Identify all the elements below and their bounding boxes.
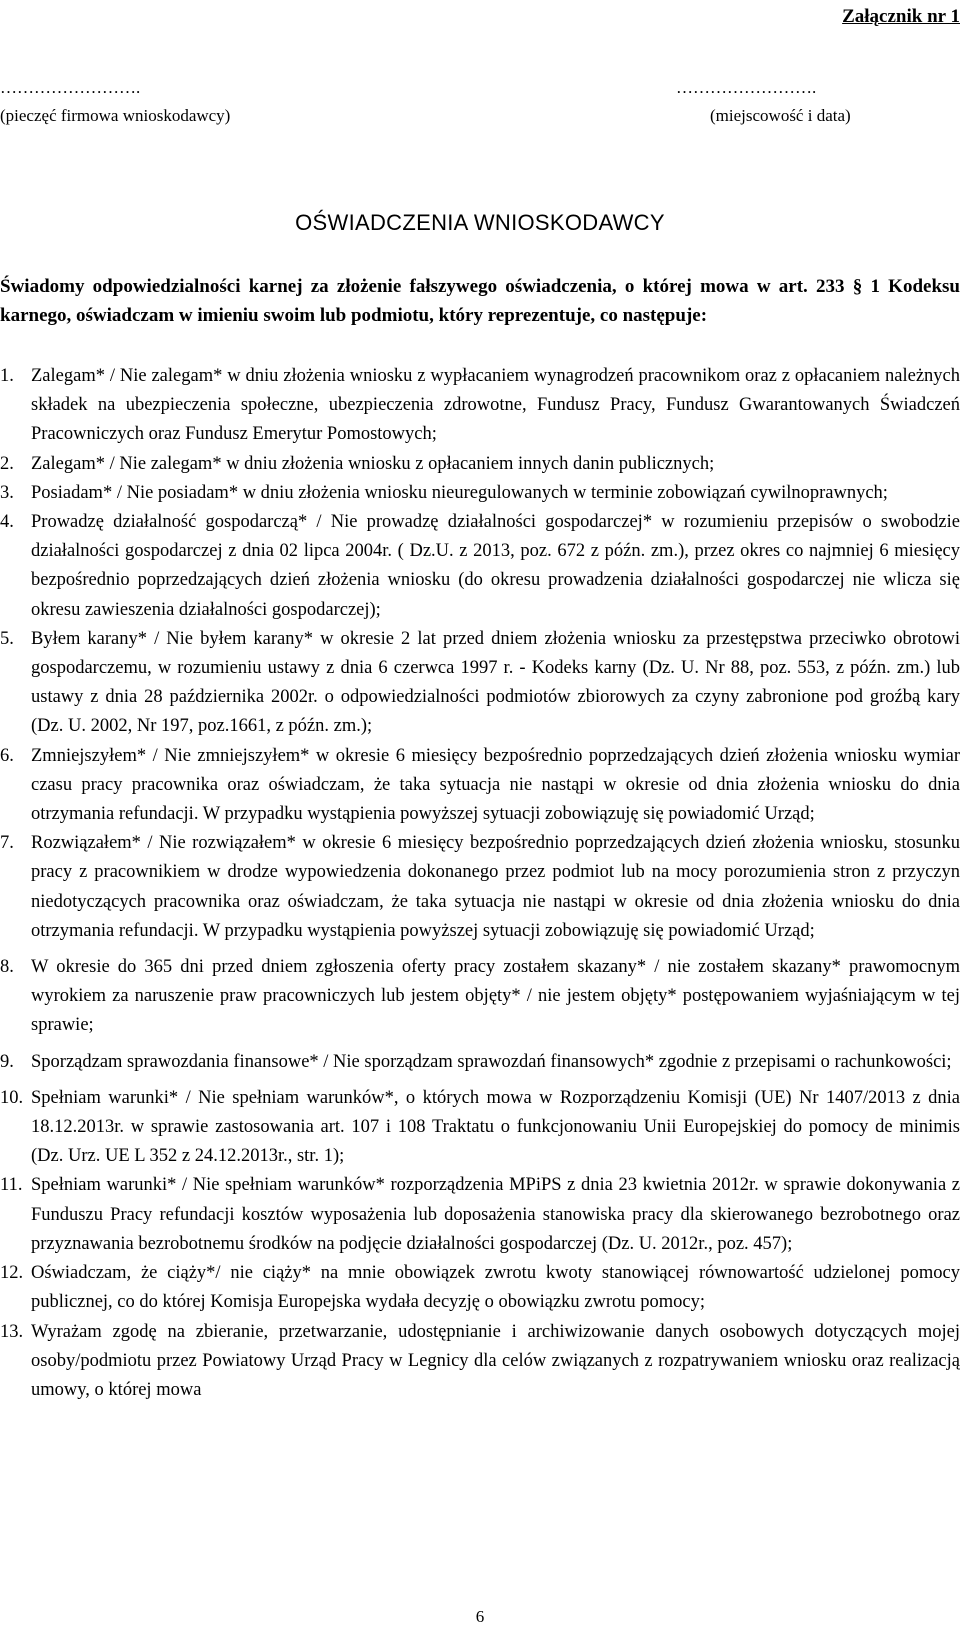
page-number: 6 bbox=[475, 1607, 485, 1626]
declaration-item bbox=[0, 625, 960, 742]
item-text: Rozwiązałem* / Nie rozwiązałem* w okresie 6 miesięcy bezpośrednio poprzedzających dzień złożenia wniosku, stosunku pracy z pracownikiem w drodze wypowiedzenia dokonanego przez podmiot lub na mocy porozumienia stron z przyczyn niedotyczących pracownika oraz oświadczam, że taka sytuacja nie nastąpi w okresie od dnia złożenia wniosku do dnia otrzymania refundacji. W przypadku wystąpienia powyższej sytuacji zobowiązuję się powiadomić Urząd; bbox=[31, 833, 960, 941]
item-text: Zalegam* / Nie zalegam* w dniu złożenia wniosku z opłacaniem innych danin publicznych; bbox=[31, 453, 715, 474]
declaration-item bbox=[0, 1171, 960, 1259]
declaration-item bbox=[0, 1259, 960, 1317]
attachment-label: Załącznik nr 1 bbox=[842, 6, 960, 27]
declaration-item bbox=[0, 1318, 960, 1406]
item-number: 11. bbox=[0, 1175, 23, 1196]
declaration-item bbox=[0, 362, 960, 450]
declaration-item bbox=[0, 508, 960, 625]
intro-paragraph: Świadomy odpowiedzialności karnej za złożenie fałszywego oświadczenia, o której mowa w art. 233 § 1 Kodeksu karnego, oświadczam w imieniu swoim lub podmiotu, który reprezentuje, co następuje: bbox=[0, 276, 960, 326]
item-text: W okresie do 365 dni przed dniem zgłoszenia oferty pracy zostałem skazany* / nie zostałem skazany* prawomocnym wyrokiem za naruszenie praw pracowniczych lub jestem objęty* / nie jestem objęty* postępowaniem wyjaśniającym w tej sprawie; bbox=[31, 957, 960, 1036]
item-number: 6. bbox=[0, 745, 14, 766]
item-text: Oświadczam, że ciąży*/ nie ciąży* na mnie obowiązek zwrotu kwoty stanowiącej równowartość udzielonej pomocy publicznej, co do której Komisja Europejska wydała decyzję o obowiązku zwrotu pomocy; bbox=[31, 1263, 960, 1313]
declaration-item bbox=[0, 953, 960, 1041]
declaration-item bbox=[0, 742, 960, 830]
item-text: Zmniejszyłem* / Nie zmniejszyłem* w okresie 6 miesięcy bezpośrednio poprzedzających dzień złożenia wniosku wymiar czasu pracy pracownika oraz oświadczam, że taka sytuacja nie nastąpi w okresie od dnia złożenia wniosku do dnia otrzymania refundacji. W przypadku wystąpienia powyższej sytuacji zobowiązuję się powiadomić Urząd; bbox=[31, 745, 960, 825]
item-text: Spełniam warunki* / Nie spełniam warunków*, o których mowa w Rozporządzeniu Komisji (UE) Nr 1407/2013 z dnia 18.12.2013r. w sprawie zastosowania art. 107 i 108 Traktatu o funkcjonowaniu Unii Europejskiej do pomocy de minimis (Dz. Urz. UE L 352 z 24.12.2013r., str. 1); bbox=[31, 1087, 960, 1167]
item-number: 12. bbox=[0, 1263, 24, 1284]
item-number: 3. bbox=[0, 482, 14, 503]
place-date-dots: ……………………. bbox=[676, 78, 817, 97]
stamp-label: (pieczęć firmowa wnioskodawcy) bbox=[0, 106, 231, 125]
item-text: Posiadam* / Nie posiadam* w dniu złożenia wniosku nieuregulowanych w terminie zobowiązań cywilnoprawnych; bbox=[31, 482, 888, 503]
item-number: 1. bbox=[0, 366, 14, 386]
item-number: 9. bbox=[0, 1051, 14, 1072]
declaration-item bbox=[0, 829, 960, 946]
item-text: Sporządzam sprawozdania finansowe* / Nie sporządzam sprawozdań finansowych* zgodnie z przepisami o rachunkowości; bbox=[31, 1051, 952, 1072]
declaration-item bbox=[0, 479, 960, 508]
item-number: 13. bbox=[0, 1321, 24, 1342]
item-number: 10. bbox=[0, 1087, 24, 1108]
item-number: 5. bbox=[0, 628, 14, 649]
declaration-item bbox=[0, 450, 960, 479]
item-text: Byłem karany* / Nie byłem karany* w okresie 2 lat przed dniem złożenia wniosku za przestępstwa przeciwko obrotowi gospodarczemu, w rozumieniu ustawy z dnia 6 czerwca 1997 r. - Kodeks karny (Dz. U. Nr 88, poz. 553, z późn. zm.) lub ustawy z dnia 28 października 2002r. o odpowiedzialności podmiotów zbiorowych za czyny zabronione pod groźbą kary (Dz. U. 2002, Nr 197, poz.1661, z późn. zm.); bbox=[31, 628, 960, 737]
item-number: 8. bbox=[0, 957, 14, 978]
stamp-dots: ……………………. bbox=[0, 78, 141, 97]
item-number: 2. bbox=[0, 453, 14, 474]
place-date-label: (miejscowość i data) bbox=[710, 106, 851, 125]
item-text: Zalegam* / Nie zalegam* w dniu złożenia wniosku z wypłacaniem wynagrodzeń pracownikom oraz z opłacaniem należnych składek na ubezpieczenia społeczne, ubezpieczenia zdrowotne, Fundusz Pracy, Fundusz Gwarantowanych Świadczeń Pracowniczych oraz Fundusz Emerytur Pomostowych; bbox=[31, 366, 960, 445]
declaration-item bbox=[0, 1048, 960, 1077]
item-text: Prowadzę działalność gospodarczą* / Nie prowadzę działalności gospodarczej* w rozumieniu przepisów o swobodzie działalności gospodarczej z dnia 02 lipca 2004r. ( Dz.U. z 2013, poz. 672 z późn. zm.), przez okres co najmniej 6 miesięcy bezpośrednio poprzedzających dzień złożenia wniosku (do okresu prowadzenia działalności gospodarczej nie wlicza się okresu zawieszenia działalności gospodarczej); bbox=[31, 512, 960, 620]
declarations-list bbox=[0, 362, 960, 1405]
item-text: Wyrażam zgodę na zbieranie, przetwarzanie, udostępnianie i archiwizowanie danych osobowych dotyczących mojej osoby/podmiotu przez Powiatowy Urząd Pracy w Legnicy dla celów związanych z rozpatrywaniem wniosku oraz realizacją umowy, o której mowa bbox=[31, 1321, 960, 1400]
item-number: 4. bbox=[0, 512, 14, 533]
document-title: OŚWIADCZENIA WNIOSKODAWCY bbox=[295, 210, 665, 235]
item-number: 7. bbox=[0, 833, 14, 854]
declaration-item bbox=[0, 1084, 960, 1172]
item-text: Spełniam warunki* / Nie spełniam warunków* rozporządzenia MPiPS z dnia 23 kwietnia 2012r. w sprawie dokonywania z Funduszu Pracy refundacji kosztów wyposażenia lub doposażenia stanowiska pracy dla skierowanego bezrobotnego oraz przyznawania bezrobotnemu środków na podjęcie działalności gospodarczej (Dz. U. 2012r., poz. 457); bbox=[31, 1175, 960, 1254]
